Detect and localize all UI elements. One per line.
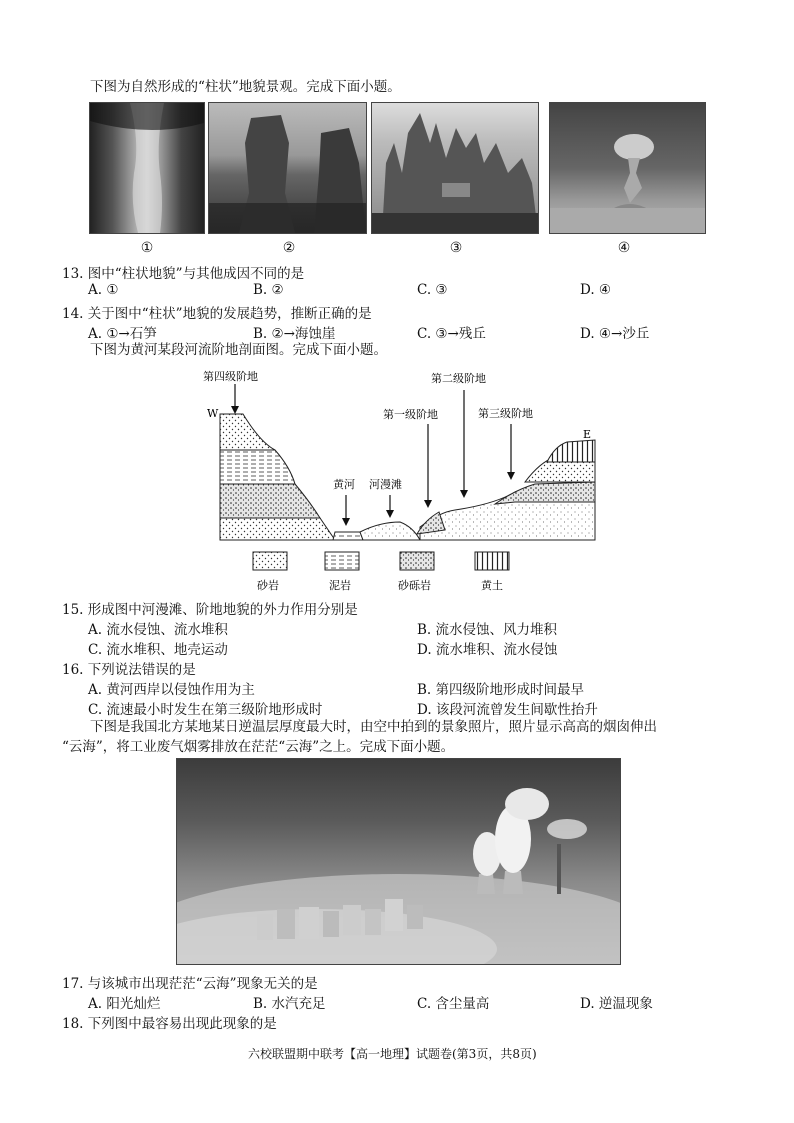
legend-label-mudstone: 泥岩 [329, 579, 351, 592]
question-13-stem: 13. 图中“柱状地貌”与其他成因不同的是 [62, 266, 305, 282]
question-13-option-b: B. ② [253, 282, 284, 298]
question-13-option-a: A. ① [88, 282, 119, 298]
legend-swatch-sandstone [253, 552, 287, 570]
question-13-option-c: C. ③ [417, 282, 448, 298]
river-terrace-diagram [195, 362, 615, 594]
question-15-option-c: C. 流水堆积、地壳运动 [88, 642, 228, 658]
legend-swatch-loess [475, 552, 509, 570]
label-terrace-3: 第三级阶地 [478, 407, 533, 420]
question-17-option-d: D. 逆温现象 [580, 996, 653, 1012]
question-16-option-c: C. 流速最小时发生在第三级阶地形成时 [88, 702, 323, 718]
legend-label-conglomerate: 砂砾岩 [398, 579, 431, 592]
photo-3-graphic [372, 103, 538, 233]
question-16-option-a: A. 黄河西岸以侵蚀作用为主 [88, 682, 255, 698]
label-yellow-river: 黄河 [333, 478, 355, 491]
legend-label-loess: 黄土 [481, 579, 503, 592]
question-17-option-b: B. 水汽充足 [253, 996, 326, 1012]
label-terrace-4: 第四级阶地 [203, 370, 258, 383]
question-16-stem: 16. 下列说法错误的是 [62, 662, 196, 678]
question-15-option-a: A. 流水侵蚀、流水堆积 [88, 622, 228, 638]
photo-cloud-sea-chimneys [176, 758, 621, 965]
photo-caption-4: ④ [617, 240, 631, 256]
question-13-option-d: D. ④ [580, 282, 612, 298]
intro-text-3-line1: 下图是我国北方某地某日逆温层厚度最大时，由空中拍到的景象照片，照片显示高高的烟囱伸出 [90, 719, 657, 735]
photo-4-mushroom-rock [549, 102, 706, 234]
question-14-stem: 14. 关于图中“柱状”地貌的发展趋势，推断正确的是 [62, 306, 372, 322]
photo-1-graphic [90, 103, 204, 233]
photo-4-graphic [550, 103, 705, 233]
intro-text-3-line2: “云海”，将工业废气烟雾排放在茫茫“云海”之上。完成下面小题。 [62, 739, 455, 755]
question-15-stem: 15. 形成图中河漫滩、阶地地貌的外力作用分别是 [62, 602, 358, 618]
page-footer: 六校联盟期中联考【高一地理】试题卷(第3页，共8页) [248, 1047, 537, 1061]
photo-1-stalactite-column [89, 102, 205, 234]
question-14-option-d: D. ④→沙丘 [580, 326, 650, 342]
photo-cloud-sea-graphic [177, 759, 620, 964]
photo-caption-3: ③ [449, 240, 463, 256]
question-15-option-b: B. 流水侵蚀、风力堆积 [417, 622, 558, 638]
question-18-stem: 18. 下列图中最容易出现此现象的是 [62, 1016, 277, 1032]
question-17-option-a: A. 阳光灿烂 [88, 996, 161, 1012]
question-14-option-b: B. ②→海蚀崖 [253, 326, 336, 342]
label-west: W [207, 407, 219, 420]
photo-3-stone-forest [371, 102, 539, 234]
photo-2-graphic [209, 103, 366, 233]
photo-caption-1: ① [140, 240, 154, 256]
intro-text-1: 下图为自然形成的“柱状”地貌景观。完成下面小题。 [90, 79, 401, 95]
question-15-option-d: D. 流水堆积、流水侵蚀 [417, 642, 558, 658]
question-14-option-c: C. ③→残丘 [417, 326, 486, 342]
photo-2-sea-stack [208, 102, 367, 234]
legend-swatch-conglomerate [400, 552, 434, 570]
legend-label-sandstone: 砂岩 [257, 579, 279, 592]
question-17-stem: 17. 与该城市出现茫茫“云海”现象无关的是 [62, 976, 318, 992]
question-16-option-d: D. 该段河流曾发生间歇性抬升 [417, 702, 598, 718]
intro-text-2: 下图为黄河某段河流阶地剖面图。完成下面小题。 [90, 342, 387, 358]
label-terrace-1: 第一级阶地 [383, 408, 438, 421]
question-14-option-a: A. ①→石笋 [88, 326, 157, 342]
label-floodplain: 河漫滩 [369, 478, 402, 491]
photo-caption-2: ② [282, 240, 296, 256]
label-terrace-2: 第二级阶地 [431, 372, 486, 385]
legend-swatch-mudstone [325, 552, 359, 570]
question-17-option-c: C. 含尘量高 [417, 996, 490, 1012]
question-16-option-b: B. 第四级阶地形成时间最早 [417, 682, 585, 698]
label-east: E [583, 428, 592, 441]
